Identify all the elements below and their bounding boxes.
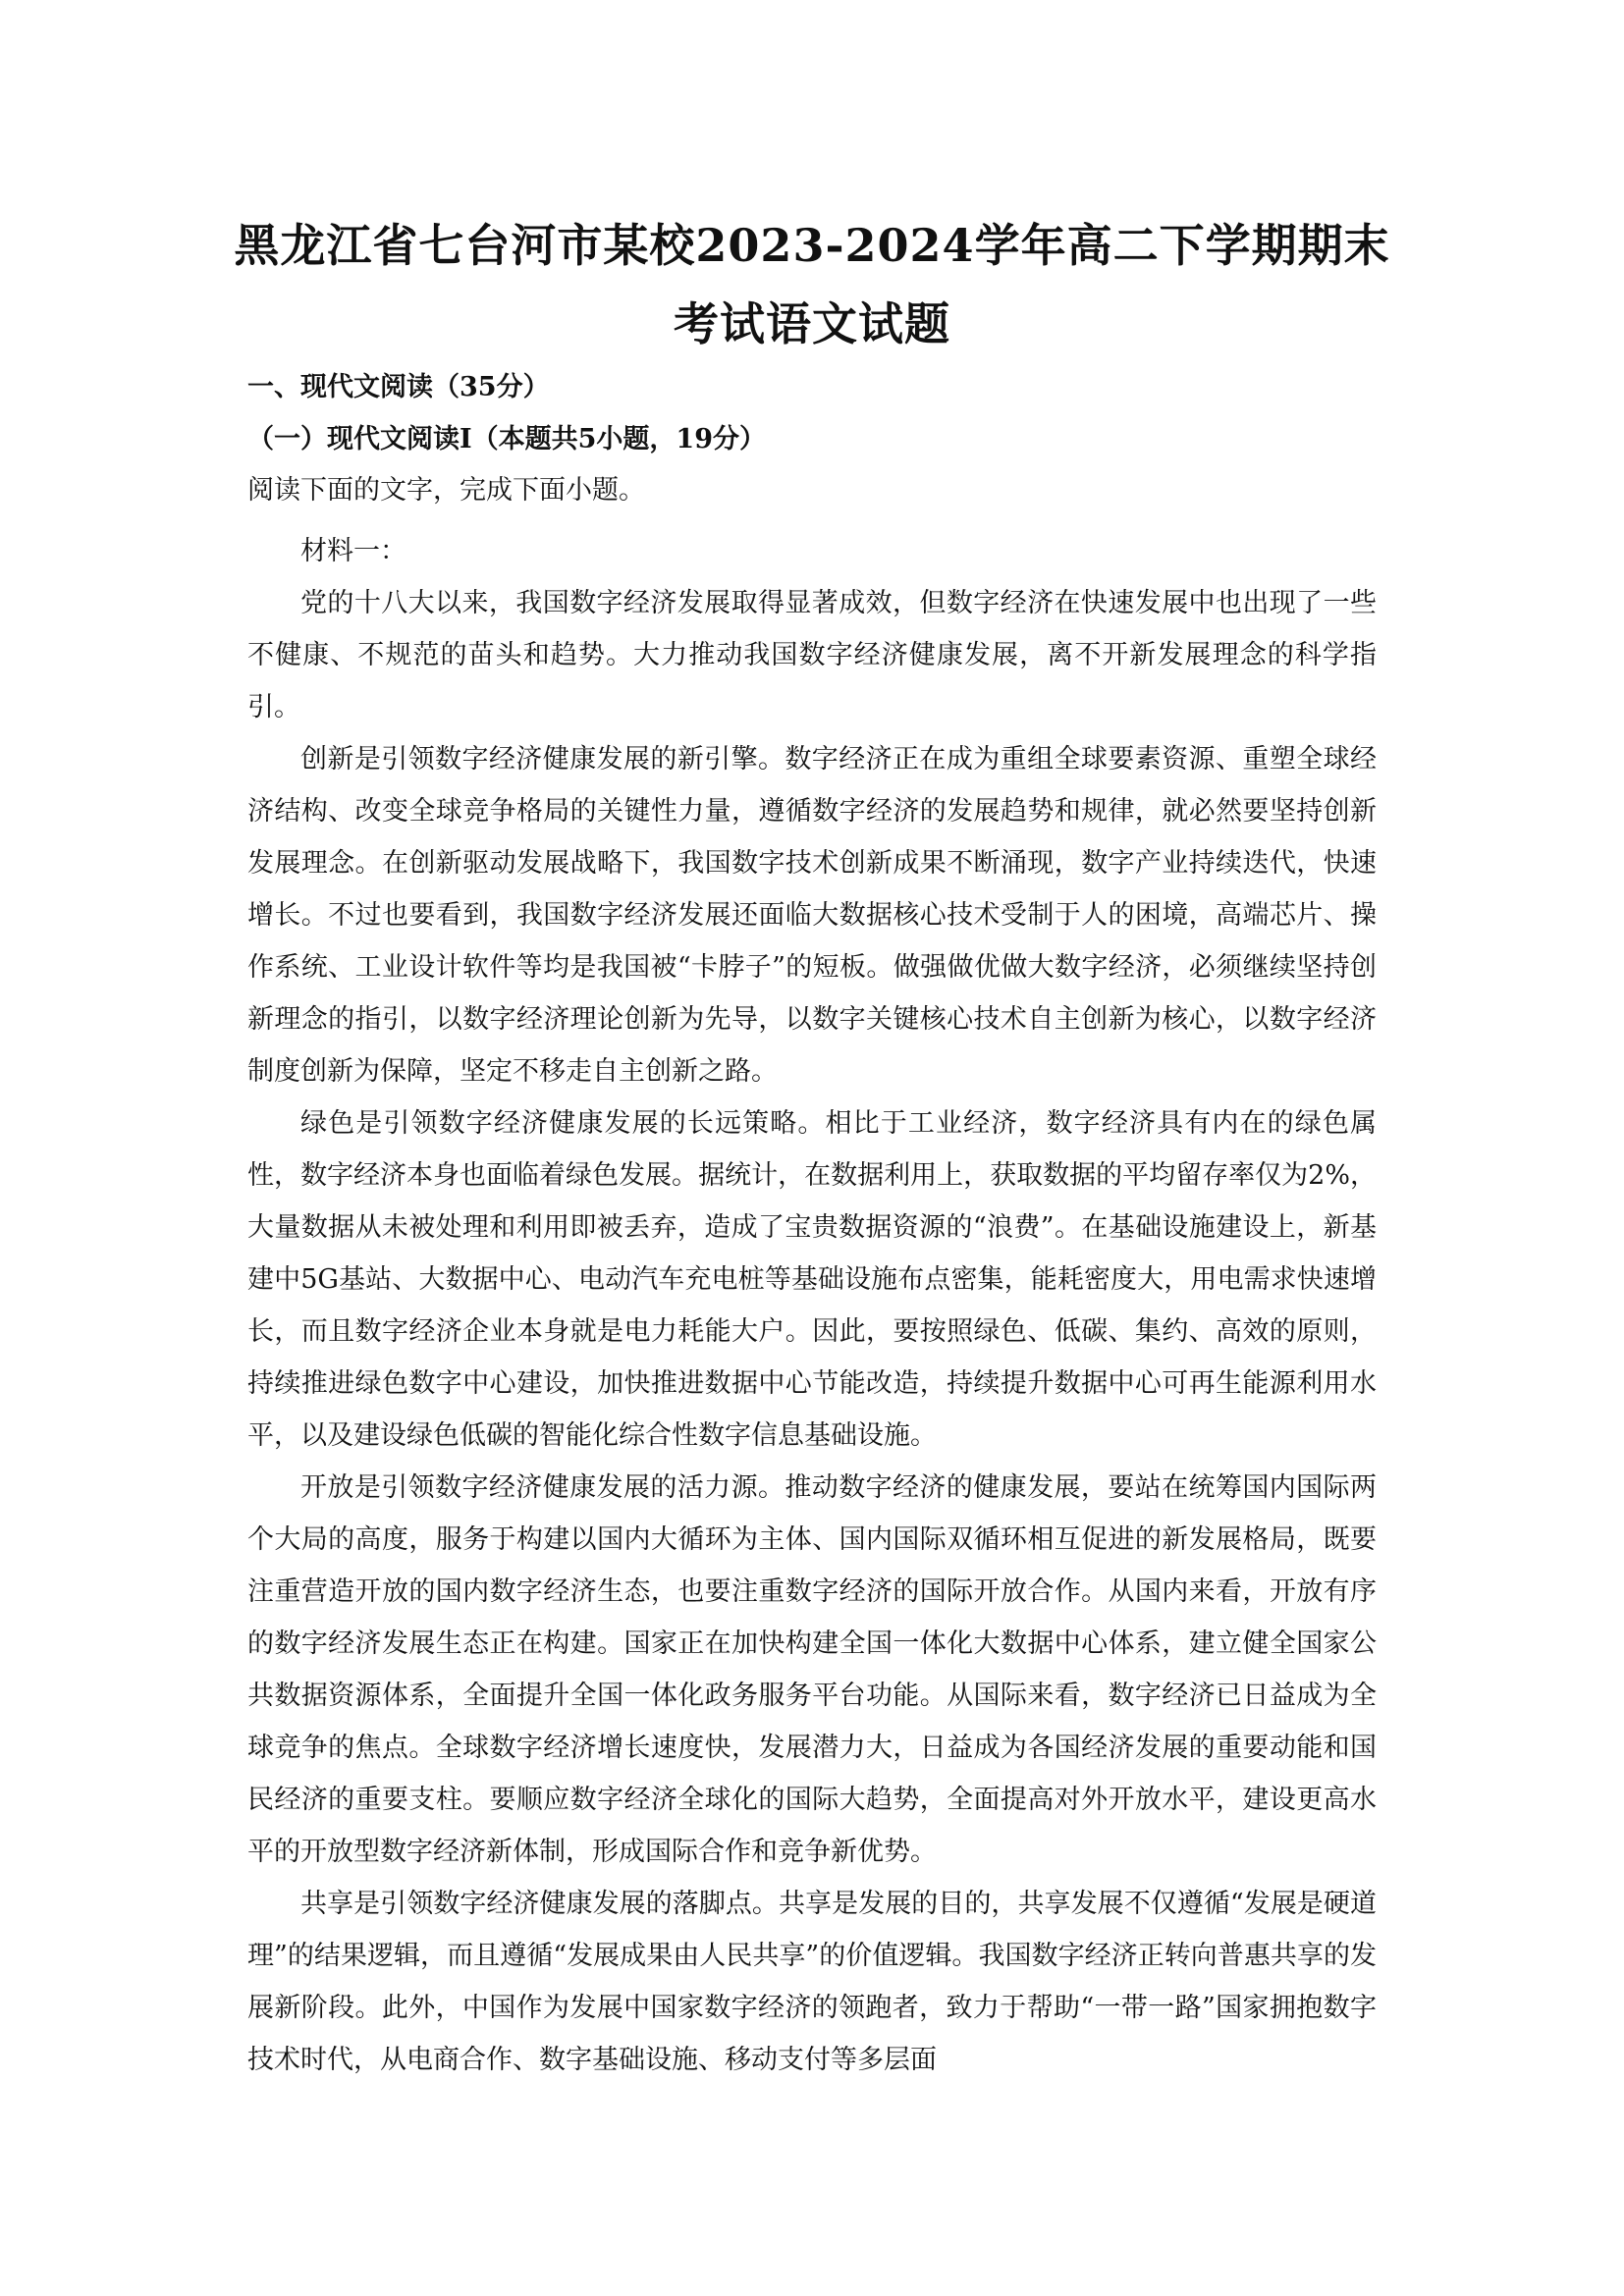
exam-title-line1: 黑龙江省七台河市某校2023-2024学年高二下学期期末 <box>234 219 1390 272</box>
paragraph: 共享是引领数字经济健康发展的落脚点。共享是发展的目的，共享发展不仅遵循“发展是硬道理”的结果逻辑，而且遵循“发展成果由人民共享”的价值逻辑。我国数字经济正转向普惠共享的发展新阶段。此外，中国作为发展中国家数字经济的领跑者，致力于帮助“一带一路”国家拥抱数字技术时代，从电商合作、数字基础设施、移动支付等多层面 <box>247 1889 1377 2075</box>
section-heading: 一、现代文阅读（35分） <box>247 372 550 402</box>
paragraph: 绿色是引领数字经济健康发展的长远策略。相比于工业经济，数字经济具有内在的绿色属性，数字经济本身也面临着绿色发展。据统计，在数据利用上，获取数据的平均留存率仅为2%，大量数据从未被处理和利用即被丢弃，造成了宝贵数据资源的“浪费”。在基础设施建设上，新基建中5G基站、大数据中心、电动汽车充电桩等基础设施布点密集，能耗密度大，用电需求快速增长，而且数字经济企业本身就是电力耗能大户。因此，要按照绿色、低碳、集约、高效的原则，持续推进绿色数字中心建设，加快推进数据中心节能改造，持续提升数据中心可再生能源利用水平，以及建设绿色低碳的智能化综合性数字信息基础设施。 <box>247 1108 1377 1451</box>
paragraph: 开放是引领数字经济健康发展的活力源。推动数字经济的健康发展，要站在统筹国内国际两个大局的高度，服务于构建以国内大循环为主体、国内国际双循环相互促进的新发展格局，既要注重营造开放的国内数字经济生态，也要注重数字经济的国际开放合作。从国内来看，开放有序的数字经济发展生态正在构建。国家正在加快构建全国一体化大数据中心体系，建立健全国家公共数据资源体系，全面提升全国一体化政务服务平台功能。从国际来看，数字经济已日益成为全球竞争的焦点。全球数字经济增长速度快，发展潜力大，日益成为各国经济发展的重要动能和国民经济的重要支柱。要顺应数字经济全球化的国际大趋势，全面提高对外开放水平，建设更高水平的开放型数字经济新体制，形成国际合作和竞争新优势。 <box>247 1472 1377 1867</box>
paragraph: 创新是引领数字经济健康发展的新引擎。数字经济正在成为重组全球要素资源、重塑全球经济结构、改变全球竞争格局的关键性力量，遵循数字经济的发展趋势和规律，就必然要坚持创新发展理念。在创新驱动发展战略下，我国数字技术创新成果不断涌现，数字产业持续迭代，快速增长。不过也要看到，我国数字经济发展还面临大数据核心技术受制于人的困境，高端芯片、操作系统、工业设计软件等均是我国被“卡脖子”的短板。做强做优做大数字经济，必须继续坚持创新理念的指引，以数字经济理论创新为先导，以数字关键核心技术自主创新为核心，以数字经济制度创新为保障，坚定不移走自主创新之路。 <box>247 744 1377 1087</box>
paragraph: 党的十八大以来，我国数字经济发展取得显著成效，但数字经济在快速发展中也出现了一些不健康、不规范的苗头和趋势。大力推动我国数字经济健康发展，离不开新发展理念的科学指引。 <box>247 588 1377 722</box>
material-text <box>247 525 1377 2086</box>
material-label: 材料一： <box>300 536 406 566</box>
reading-instruction: 阅读下面的文字，完成下面小题。 <box>247 475 645 506</box>
subsection-heading: （一）现代文阅读Ⅰ（本题共5小题，19分） <box>247 424 766 454</box>
exam-title-line2: 考试语文试题 <box>674 297 950 350</box>
